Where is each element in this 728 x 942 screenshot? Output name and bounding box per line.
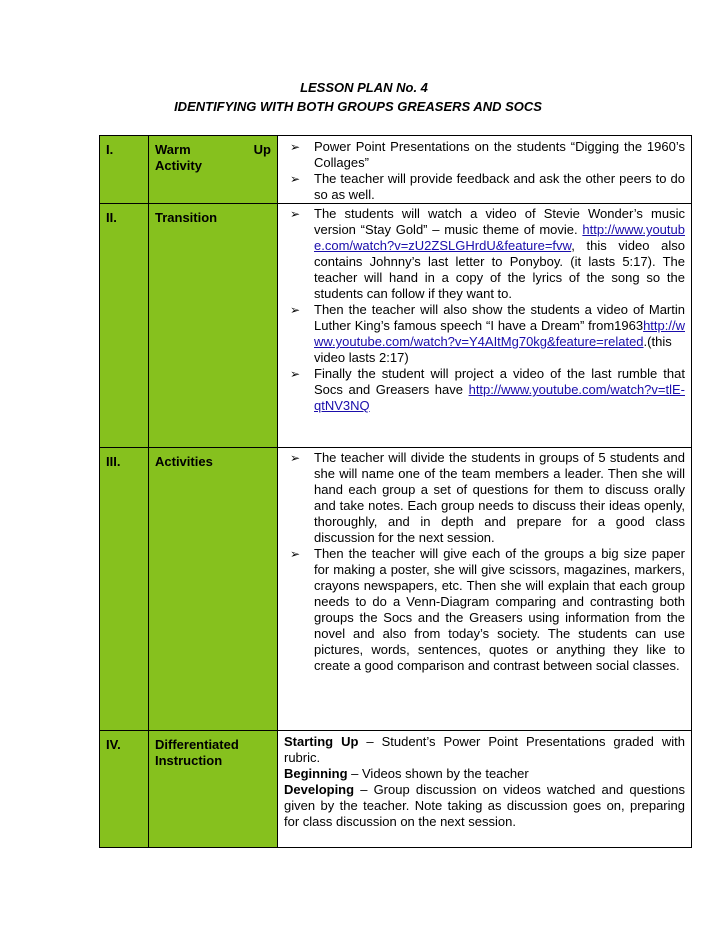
row-label-line: Activity (155, 158, 202, 173)
row-label-line: Activities (155, 454, 213, 469)
bullet-list (284, 139, 685, 203)
list-item: ➢ Finally the student will project a video of the last rumble that Socs and Greasers have http://www.youtube.com/watch?v=tlE-qtNV3NQ (284, 366, 685, 414)
video-link[interactable]: http://www.youtube.com/watch?v=zU2ZSLGHrdU&feature=fvw (314, 222, 685, 253)
level-text: – Student’s Power Point Presentations graded with rubric. (284, 734, 685, 765)
level-text: – Group discussion on videos watched and questions given by the teacher. Note taking as discussion goes on, preparing for class discussion on the next session. (284, 782, 685, 829)
list-item: ➢ The students will watch a video of Stevie Wonder’s music version “Stay Gold” – music theme of movie. http://www.youtube.com/watch?v=zU2ZSLGHrdU&feature=fvw, this video also contains Johnny’s last letter to Ponyboy. (it lasts 5:17). The teacher will hand in a copy of the lyrics of the song so the students can follow if they want to. (284, 206, 685, 302)
instruction-level (284, 782, 685, 830)
row-label-line: Instruction (155, 753, 223, 768)
list-item: ➢ The teacher will provide feedback and ask the other peers to do so as well. (284, 171, 685, 203)
lesson-plan-subtitle: IDENTIFYING WITH BOTH GROUPS GREASERS AND SOCS (174, 99, 542, 114)
row-label-line: Differentiated (155, 737, 239, 752)
video-link[interactable]: http://www.youtube.com/watch?v=Y4AItMg70kg&feature=related (314, 318, 685, 349)
row-label-line: Warm Up (155, 142, 271, 157)
level-text: – Videos shown by the teacher (347, 766, 529, 781)
bullet-list (284, 450, 685, 674)
lesson-plan-title: LESSON PLAN No. 4 (300, 80, 428, 95)
table-row (100, 136, 692, 204)
list-item: ➢ The teacher will divide the students in groups of 5 students and she will name one of the team members a leader. Then she will hand each group a set of questions for them to discuss orally and take notes. Each group needs to discuss their ideas openly, thoroughly, and in depth and prepare for a good class discussion for the next session. (284, 450, 685, 546)
list-item: ➢ Then the teacher will give each of the groups a big size paper for making a poster, she will give scissors, magazines, markers, crayons newspapers, etc. Then she will explain that each group needs to do a Venn-Diagram comparing and contrasting both groups the Socs and the Greasers using information from the novel and also from today’s society. The students can use pictures, words, sentences, quotes or anything they like to create a good comparison and contrast between social classes. (284, 546, 685, 674)
bullet-list (284, 206, 685, 414)
row-number: III. (100, 448, 149, 731)
lesson-plan-table (99, 135, 692, 848)
video-link[interactable]: http://www.youtube.com/watch?v=tlE-qtNV3NQ (314, 382, 685, 413)
row-number: I. (100, 136, 149, 204)
row-label-line: Transition (155, 210, 218, 225)
row-label (149, 204, 278, 448)
row-content (278, 204, 692, 448)
table-row (100, 731, 692, 848)
row-number: IV. (100, 731, 149, 848)
level-heading: Beginning (284, 766, 348, 781)
row-content (278, 448, 692, 731)
level-heading: Starting Up (284, 734, 359, 749)
level-heading: Developing (284, 782, 355, 797)
instruction-level (284, 766, 685, 782)
list-item: ➢ Power Point Presentations on the students “Digging the 1960’s Collages” (284, 139, 685, 171)
table-row (100, 448, 692, 731)
row-label (149, 136, 278, 204)
table-row (100, 204, 692, 448)
instruction-level (284, 734, 685, 766)
list-item: ➢ Then the teacher will also show the students a video of Martin Luther King’s famous speech “I have a Dream” from1963http://www.youtube.com/watch?v=Y4AItMg70kg&feature=related.(this video lasts 2:17) (284, 302, 685, 366)
row-content (278, 136, 692, 204)
row-label (149, 731, 278, 848)
row-number: II. (100, 204, 149, 448)
row-content (278, 731, 692, 848)
row-label (149, 448, 278, 731)
